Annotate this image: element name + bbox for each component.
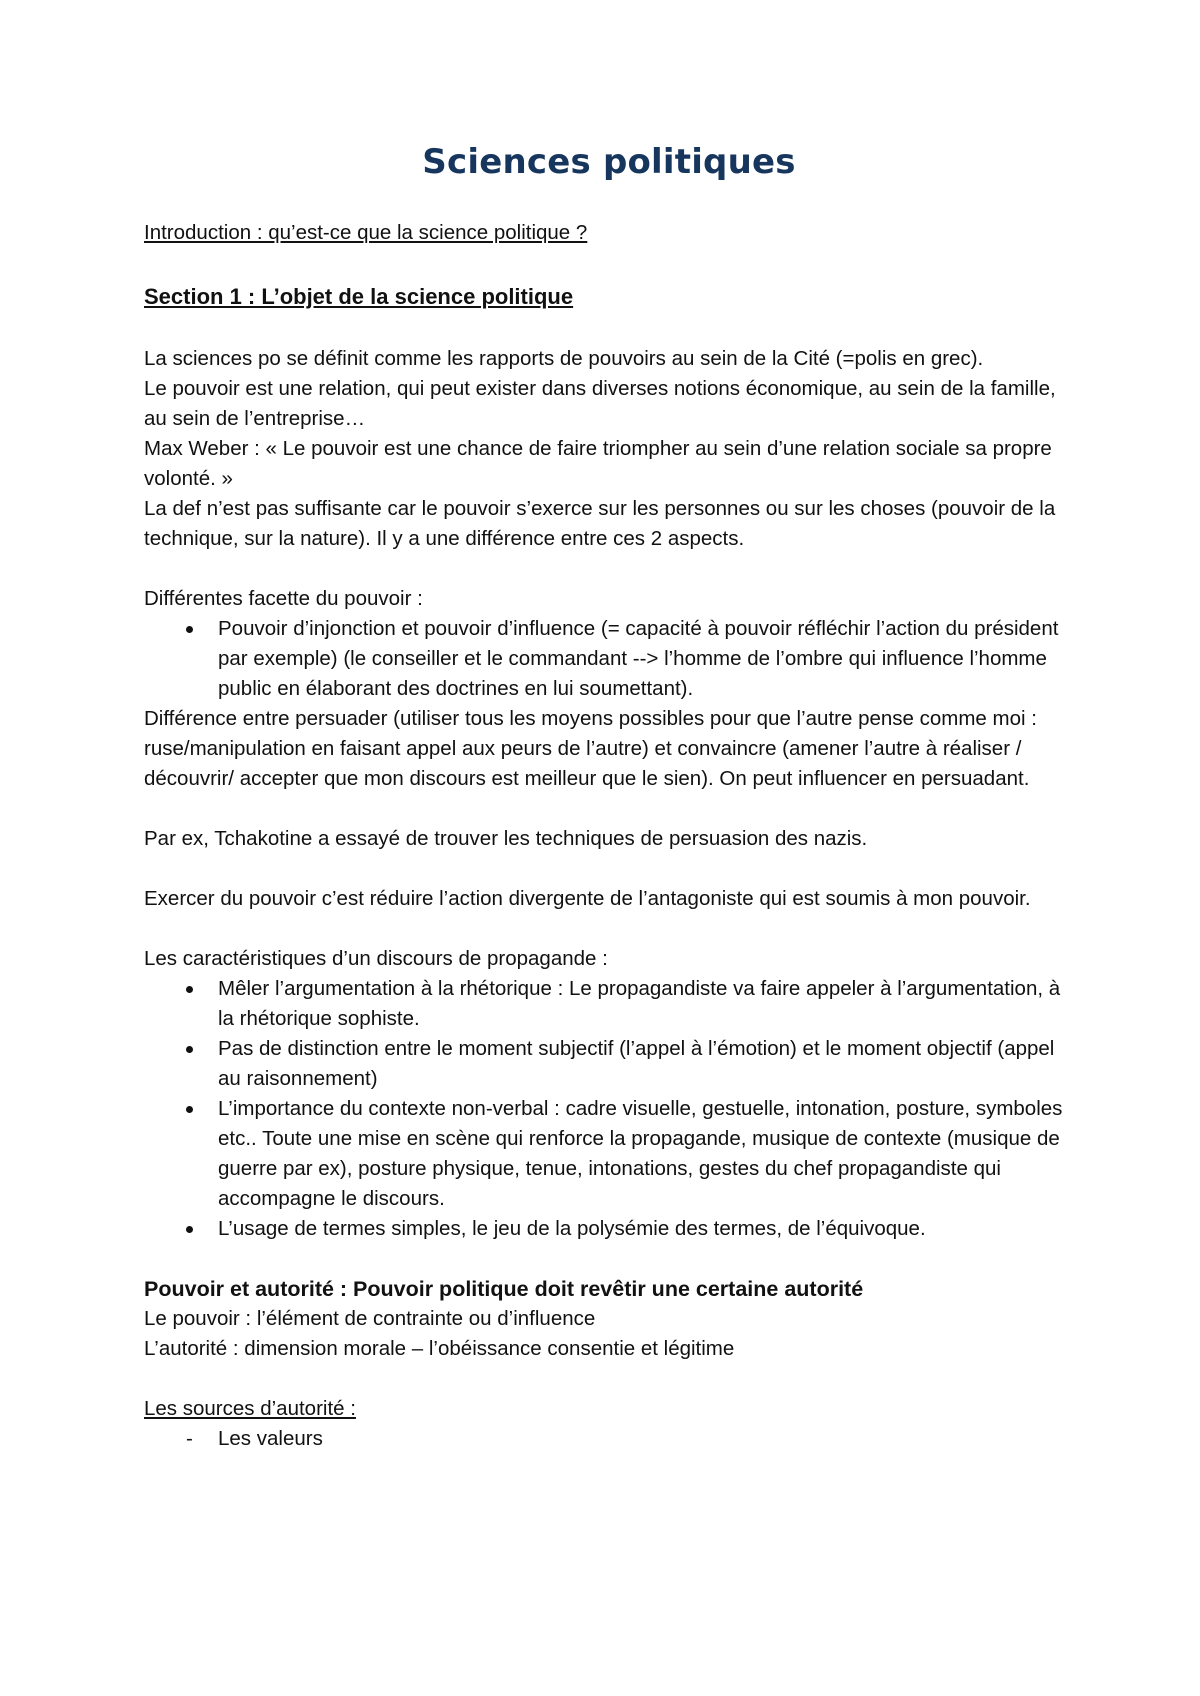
document-title: Sciences politiques bbox=[422, 142, 796, 182]
text-line: Le pouvoir : l’élément de contrainte ou d’influence bbox=[144, 1307, 596, 1330]
sources-list bbox=[144, 1424, 1074, 1454]
intro-heading: Introduction : qu’est-ce que la science politique ? bbox=[144, 221, 588, 244]
list-item: L’usage de termes simples, le jeu de la polysémie des termes, de l’équivoque. bbox=[144, 1214, 1074, 1244]
list-item: Pouvoir d’injonction et pouvoir d’influence (= capacité à pouvoir réfléchir l’action du président par exemple) (le conseiller et le commandant --> l’homme de l’ombre qui influence l’homme public en élaborant des doctrines en lui soumettant). bbox=[144, 614, 1074, 704]
tchakotine-paragraph: Par ex, Tchakotine a essayé de trouver les techniques de persuasion des nazis. bbox=[144, 827, 868, 850]
propagande-label: Les caractéristiques d’un discours de propagande : bbox=[144, 947, 608, 970]
exercer-paragraph: Exercer du pouvoir c’est réduire l’action divergente de l’antagoniste qui est soumis à mon pouvoir. bbox=[144, 887, 1031, 910]
text-line: Max Weber : « Le pouvoir est une chance de faire triompher au sein d’une relation sociale sa propre volonté. » bbox=[144, 437, 1052, 490]
facettes-list bbox=[144, 614, 1074, 704]
facettes-label: Différentes facette du pouvoir : bbox=[144, 587, 423, 610]
paragraph-definition bbox=[144, 344, 1074, 554]
text-line: La def n’est pas suffisante car le pouvoir s’exerce sur les personnes ou sur les choses (pouvoir de la technique, sur la nature). Il y a une différence entre ces 2 aspects. bbox=[144, 497, 1056, 550]
propagande-list bbox=[144, 974, 1074, 1244]
list-item: Pas de distinction entre le moment subjectif (l’appel à l’émotion) et le moment objectif (appel au raisonnement) bbox=[144, 1034, 1074, 1094]
autorite-heading: Pouvoir et autorité : Pouvoir politique doit revêtir une certaine autorité bbox=[144, 1277, 864, 1301]
text-line: Le pouvoir est une relation, qui peut exister dans diverses notions économique, au sein de la famille, au sein de l’entreprise… bbox=[144, 377, 1056, 430]
list-item: Mêler l’argumentation à la rhétorique : Le propagandiste va faire appeler à l’argumentation, à la rhétorique sophiste. bbox=[144, 974, 1074, 1034]
list-item: L’importance du contexte non-verbal : cadre visuelle, gestuelle, intonation, posture, symboles etc.. Toute une mise en scène qui renforce la propagande, musique de contexte (musique de guerre par ex), posture physique, tenue, intonations, gestes du chef propagandiste qui accompagne le discours. bbox=[144, 1094, 1074, 1214]
list-item: - Les valeurs bbox=[144, 1424, 1074, 1454]
text-line: La sciences po se définit comme les rapports de pouvoirs au sein de la Cité (=polis en grec). bbox=[144, 347, 984, 370]
section-1-heading: Section 1 : L’objet de la science politique bbox=[144, 284, 574, 309]
sources-label: Les sources d’autorité : bbox=[144, 1397, 356, 1420]
persuader-paragraph: Différence entre persuader (utiliser tous les moyens possibles pour que l’autre pense comme moi : ruse/manipulation en faisant appel aux peurs de l’autre) et convaincre (amener l’autre à réaliser / découvrir/ accepter que mon discours est meilleur que le sien). On peut influencer en persuadant. bbox=[144, 707, 1037, 790]
text-line: L’autorité : dimension morale – l’obéissance consentie et légitime bbox=[144, 1337, 735, 1360]
document-body bbox=[144, 140, 1074, 1454]
